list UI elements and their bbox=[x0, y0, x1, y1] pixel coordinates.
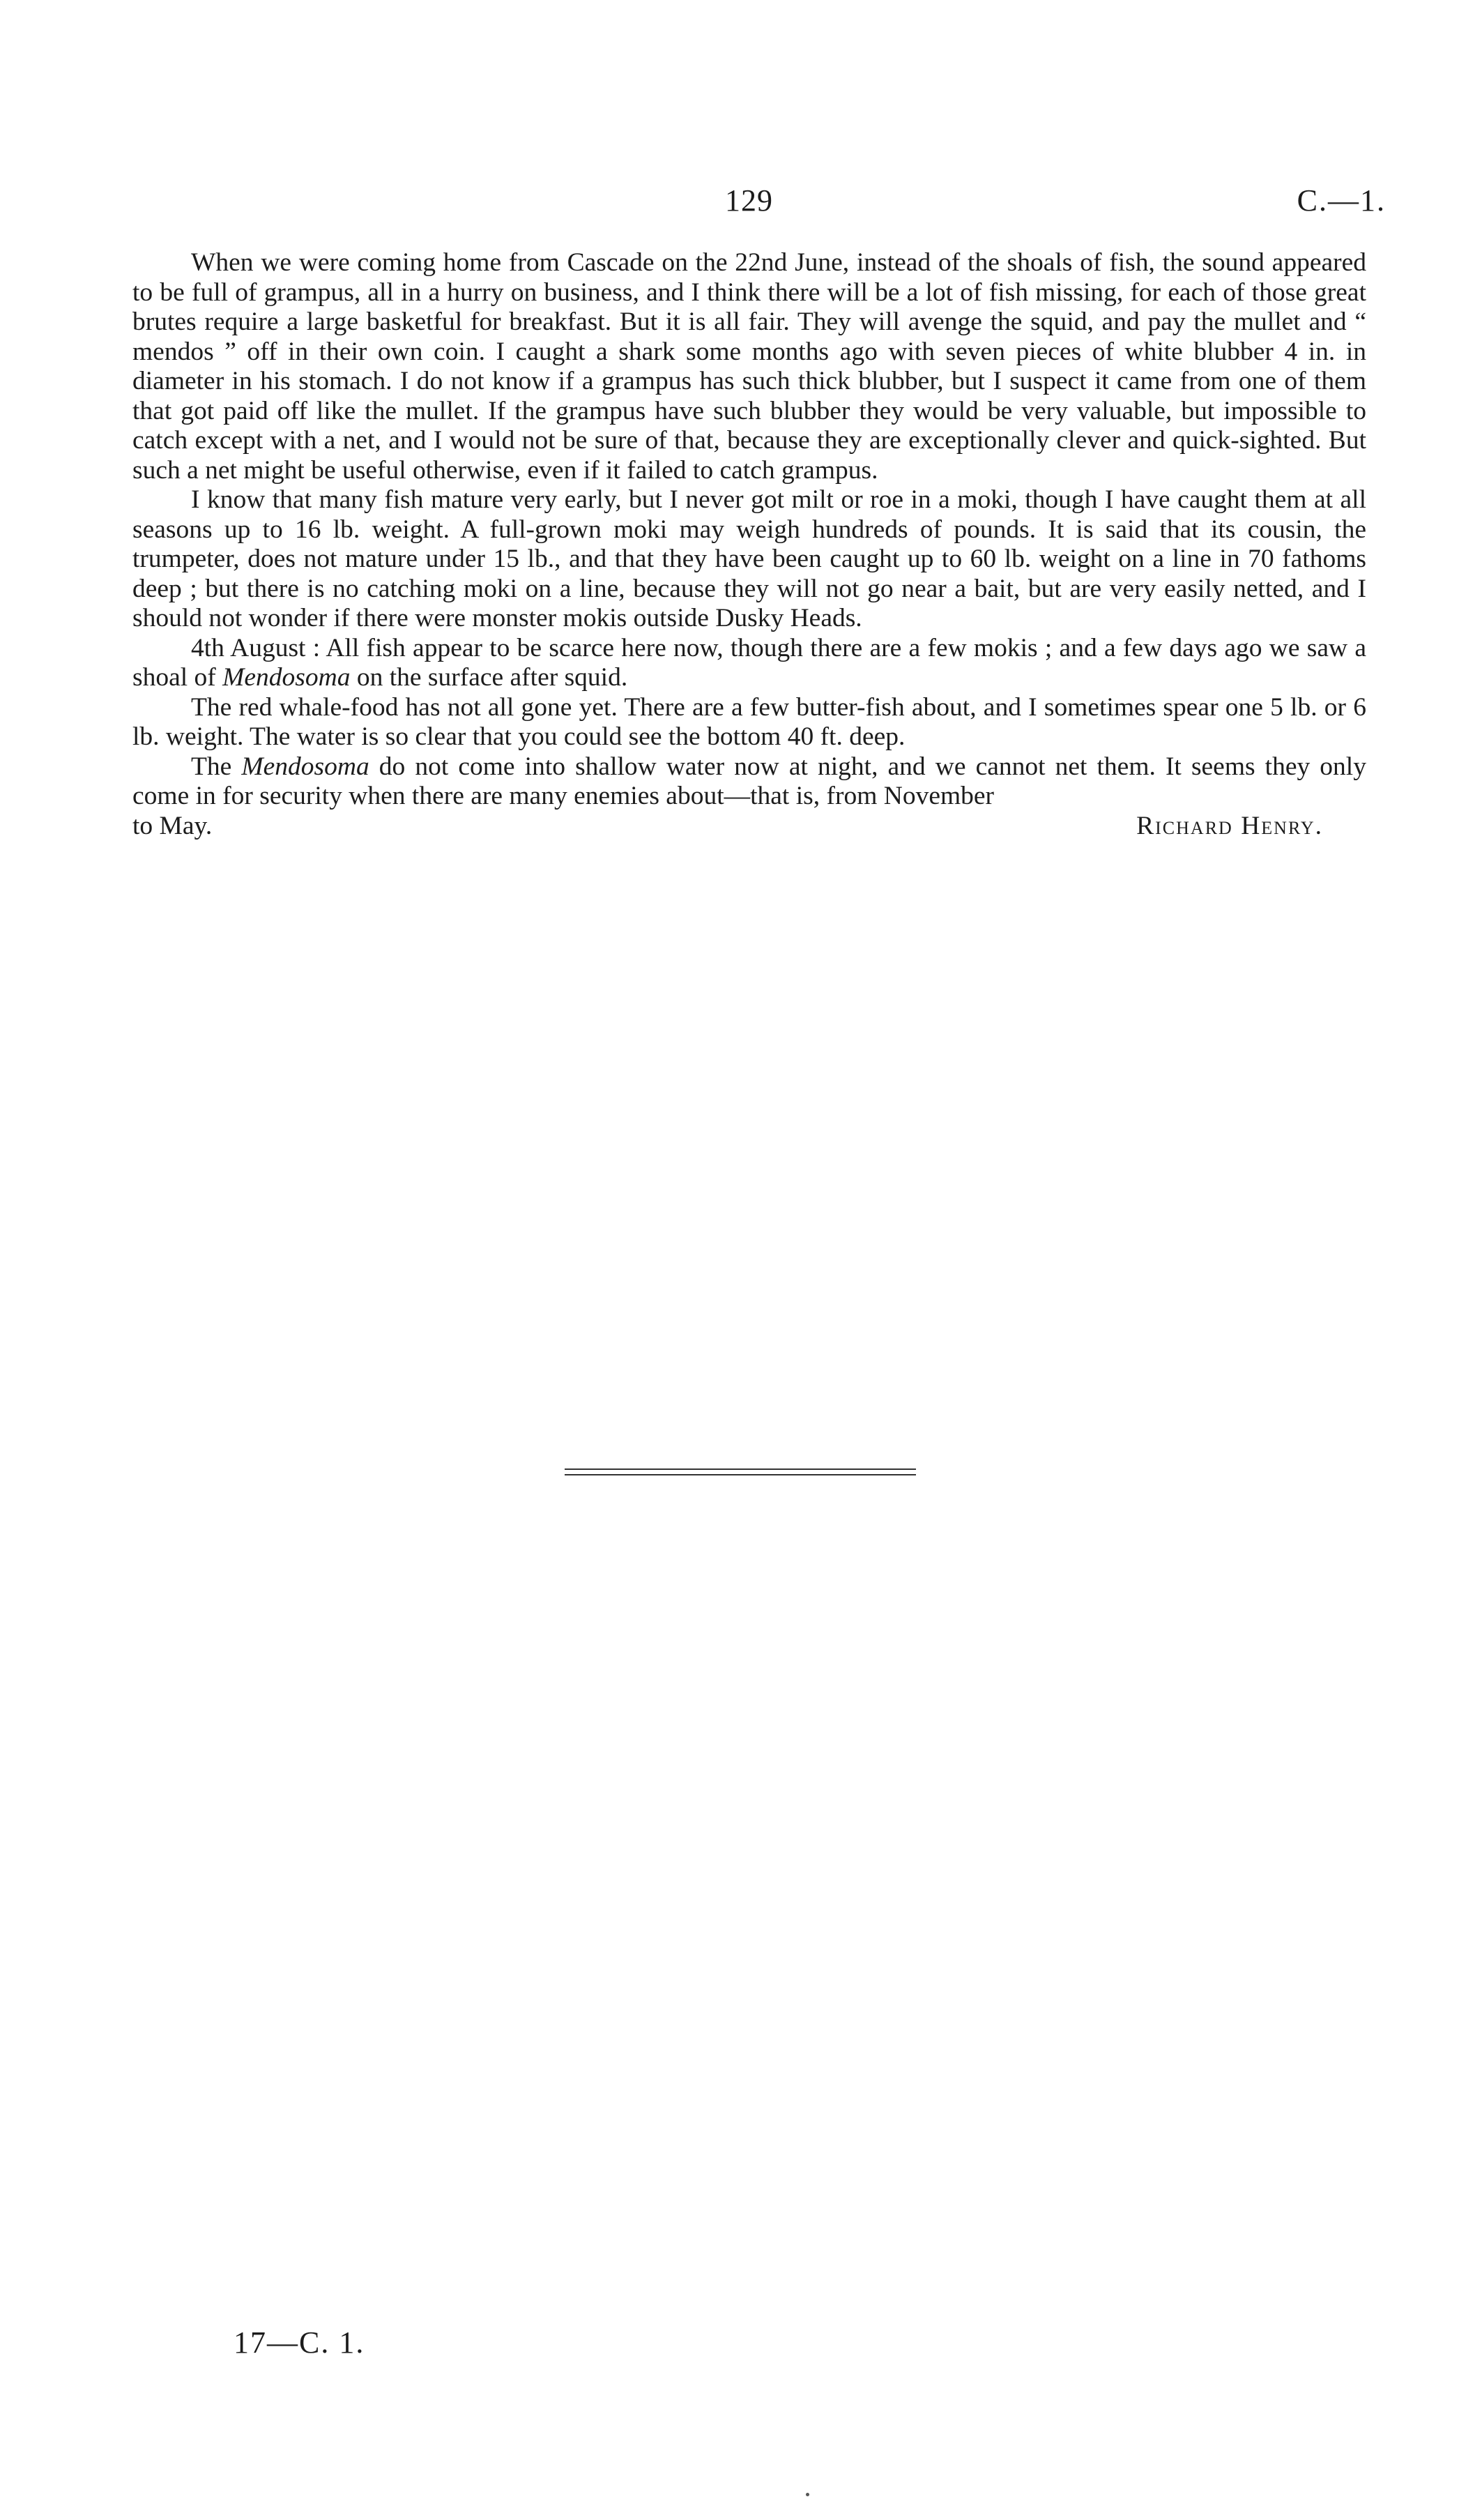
paragraph-moki: I know that many fish mature very early, but I never got milt or roe in a moki, though I have caught them at all seasons up to 16 lb. weight. A full-grown moki may weigh hundreds of pounds. It is said that its cousin, the trumpeter, does not mature under 15 lb., and that they have been caught up to 60 lb. weight on a line in 70 fathoms deep ; but there is no catching moki on a line, because they will not go near a bait, but are very easily netted, and I should not wonder if there were monster mokis outside Dusky Heads. bbox=[132, 485, 1366, 632]
paragraph-4th-august bbox=[132, 634, 1366, 693]
page-number: 129 bbox=[725, 183, 773, 218]
para5-species-name: Mendosoma bbox=[241, 752, 369, 781]
paragraph-grampus: When we were coming home from Cascade on the 22nd June, instead of the shoals of fish, the sound appeared to be full of grampus, all in a hurry on business, and I think there will be a lot of fish missing, for each of those great brutes require a large basketful for breakfast. But it is all fair. They will avenge the squid, and pay the mullet and “ mendos ” off in their own coin. I caught a shark some months ago with seven pieces of white blubber 4 in. in diameter in his stomach. I do not know if a grampus has such thick blubber, but I suspect it came from one of them that got paid off like the mullet. If the grampus have such blubber they would be very valuable, but impossible to catch except with a net, and I would not be sure of that, because they are exceptionally clever and quick-sighted. But such a net might be useful otherwise, even if it failed to catch grampus. bbox=[132, 248, 1366, 485]
paragraph-whale-food: The red whale-food has not all gone yet. There are a few butter-fish about, and I sometimes spear one 5 lb. or 6 lb. weight. The water is so clear that you could see the bottom 40 ft. deep. bbox=[132, 692, 1366, 751]
closing-text: to May. bbox=[132, 811, 213, 840]
para3-text-end: on the surface after squid. bbox=[350, 663, 628, 692]
closing-line bbox=[132, 812, 1366, 842]
ink-speck bbox=[806, 2493, 809, 2496]
signature: Richard Henry. bbox=[1136, 811, 1323, 840]
paragraph-mendosoma bbox=[132, 752, 1366, 812]
para3-text-start: 4th August : All fish appear to be scarce here now, though there are a few mokis ; and a few days ago we saw a shoal of bbox=[132, 633, 1366, 692]
letter-body bbox=[132, 248, 1366, 841]
para5-text-start: The bbox=[191, 752, 242, 781]
para5-text-end: do not come into shallow water now at night, and we cannot net them. It seems they only come in for security when there are many enemies about—that is, from November bbox=[132, 752, 1366, 810]
section-divider-bottom bbox=[565, 1474, 916, 1475]
signature-mark: 17—C. 1. bbox=[234, 2325, 365, 2360]
document-reference: C.—1. bbox=[1297, 183, 1386, 218]
section-divider-top bbox=[565, 1468, 916, 1470]
para3-species-name: Mendosoma bbox=[222, 663, 351, 692]
